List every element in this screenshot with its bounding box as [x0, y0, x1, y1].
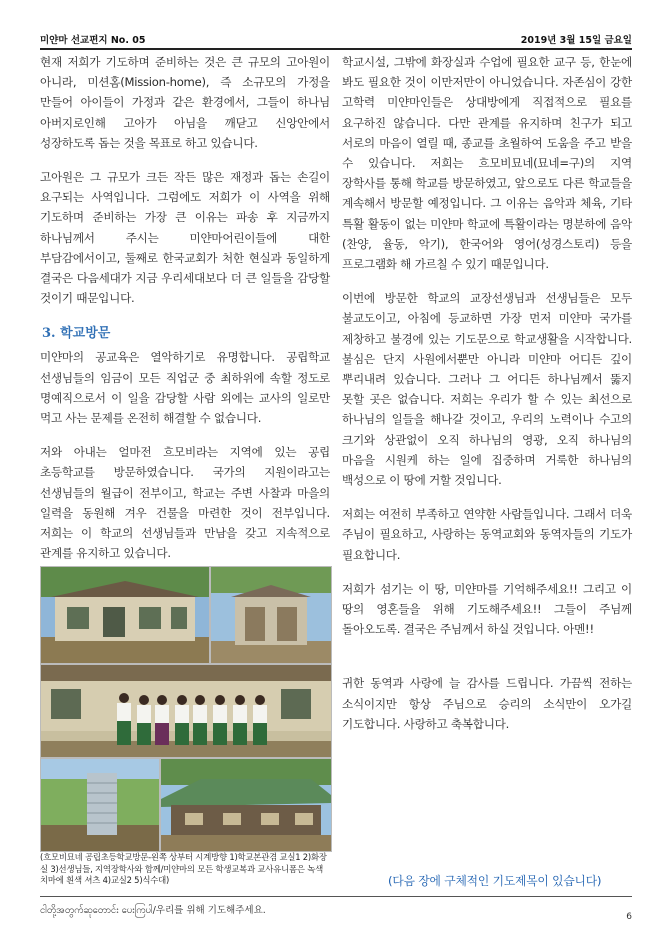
paragraph-school-visit: 저와 아내는 얼마전 흐모비라는 지역에 있는 공립 초등학교를 방문하였습니다. 국가의 지원이라고는 선생님들의 월급이 전부이고, 학교는 주변 사찰과 마을의 일력을 동원해 겨우 건물을 마련한 것이 전부입니다. 저희는 이 학교의 선생님들과 만남을 갖고 지속적으로 관계를 유지하고 있습니다.: [40, 445, 330, 561]
right-column: [342, 52, 632, 748]
paragraph-mission-home: 현재 저희가 기도하며 준비하는 것은 큰 규모의 고아원이 아니라, 미션홈(Mission-home), 즉 소규모의 가정을 만들어 아이들이 가정과 같은 환경에서, 그들이 하나님 아버지로인해 고아가 아님을 깨닫고 신앙안에서 성장하도록 돕는 것을 목표로 하고 있습니다.: [40, 55, 330, 150]
section-title-school-visit: 3. 학교방문: [42, 326, 111, 342]
photo-school-building: [40, 566, 210, 664]
page-header: [40, 30, 632, 48]
footer-divider: [40, 896, 632, 897]
photo-caption: (흐모비묘네 공립초등학교방문-왼쪽 상부터 시계방향 1)학교본관겸 교실1 2)화장실 3)선생님들, 지역장학사와 함께/미얀마의 모든 학생교복과 교사유니폼은 녹색치마에 흰색 셔츠 4)교실2 5)식수대): [40, 852, 327, 885]
paragraph-thanks: 귀한 동역과 사랑에 늘 감사를 드립니다. 가끔씩 전하는 소식이지만 항상 주님으로 승리의 소식만이 오가길 기도합니다. 사랑하고 축복합니다.: [342, 676, 632, 731]
photo-water-station: [40, 758, 160, 852]
photo-classroom-2: [160, 758, 332, 852]
newsletter-title: 미얀마 선교편지 No. 05: [40, 35, 146, 46]
photo-toilet: [210, 566, 332, 664]
paragraph-orphanage-reason: 고아원은 그 규모가 크든 작든 많은 재정과 돕는 손길이 요구되는 사역입니다. 그럼에도 저희가 이 사역을 위해 기도하며 준비하는 가장 큰 이유는 파송 후 지금까지 하나님께서 주시는 미얀마어린이들에 대한 부담감에서이고, 둘째로 한국교회가 처한 현실과 동일하게 결국은 다음세대가 지금 우리세대보다 더 큰 일들을 감당할 것이기 때문입니다.: [40, 170, 330, 306]
paragraph-buddhist-teachers: 이번에 방문한 학교의 교장선생님과 선생님들은 모두 불교도이고, 아침에 등교하면 가장 먼저 미얀마 국가를 제창하고 불경에 있는 기도문으로 학교생활을 시작합니다. 불심은 단지 사원에서뿐만 아니라 미얀마 어디든 깊이 뿌리내려 있습니다. 그러나 그 어디든 하나님께서 뚫지 못할 곳은 없습니다. 저희는 우리가 할 수 있는 최선으로 하나님의 일들을 해나갈 것이고, 우리의 노력이나 수고의 크기와 상관없이 오직 하나님의 영광, 오직 하나님의 마음을 시원케 하는 일에 집중하며 거룩한 하나님의 백성으로 이 땅에 거할 것입니다.: [342, 291, 632, 488]
next-page-note: (다음 장에 구체적인 기도제목이 있습니다): [388, 874, 602, 888]
issue-date: 2019년 3월 15일 금요일: [520, 35, 632, 46]
page-number: 6: [626, 912, 632, 922]
left-column: [40, 52, 330, 577]
paragraph-school-needs: 학교시설, 그밖에 화장실과 수업에 필요한 교구 등, 한눈에 봐도 필요한 것이 이만저만이 아니었습니다. 자존심이 강한 고학력 미얀마인들은 상대방에게 직접적으로 필요를 요구하진 않습니다. 다만 관계를 유지하며 친구가 되고 서로의 마음이 열릴 때, 종교를 초월하여 도움을 주고 받을 수 있습니다. 저희는 흐모비묘네(묘네=구)의 지역 장학사를 통해 학교를 방문하였고, 앞으로도 다른 학교들을 계속해서 방문할 예정입니다. 그 이유는 음악과 체육, 기타 특활 활동이 없는 미얀마 학교에 특활이라는 명분하에 음악(찬양, 율동, 악기), 한국어와 영어(성경스토리) 등을 프로그램화 해 가르칠 수 있기 때문입니다.: [342, 55, 632, 272]
paragraph-prayer-need: 저희는 여전히 부족하고 연약한 사람들입니다. 그래서 더욱 주님이 필요하고, 사랑하는 동역교회와 동역자들의 기도가 필요합니다.: [342, 507, 632, 562]
header-divider: [40, 48, 632, 50]
paragraph-remember-myanmar: 저희가 섬기는 이 땅, 미얀마를 기억해주세요!! 그리고 이 땅의 영혼들을 위해 기도해주세요!! 그들이 주님께 돌아오도록. 결국은 주님께서 하실 것입니다. 아멘!!: [342, 581, 632, 637]
photo-teachers-group: [40, 664, 332, 758]
footer-prayer-request: ငါတို့အတွက်ဆုတောင်း ပေးကြပါ/우리를 위해 기도해주세요.: [40, 905, 266, 916]
paragraph-public-education: 미얀마의 공교육은 열악하기로 유명합니다. 공립학교 선생님들의 임금이 모든 직업군 중 최하위에 속할 정도로 명예직으로서 이 일을 감당할 사람 외에는 교사의 일로만 먹고 사는 문제를 온전히 해결할 수 없습니다.: [40, 350, 330, 426]
